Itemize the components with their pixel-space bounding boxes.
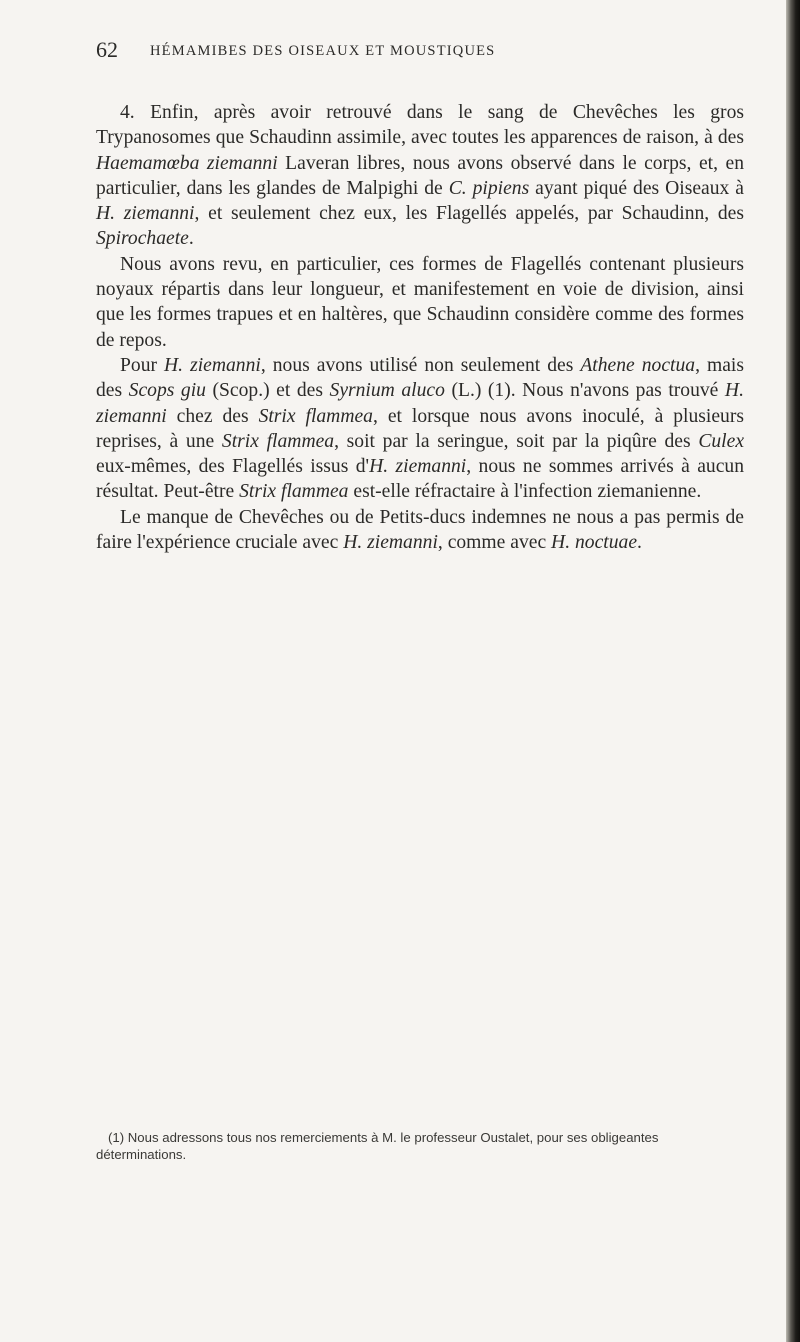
italic-term: Syrnium aluco <box>329 380 445 402</box>
italic-term: H. ziemanni <box>164 354 261 376</box>
italic-term: Spirochaete <box>96 228 189 250</box>
italic-term: Strix flammea <box>239 481 349 503</box>
paragraph: Pour H. ziemanni, nous avons utilisé non seulement des Athene noctua, mais des Scops giu (Scop.) et des Syrnium aluco (L.) (1). Nous n'avons pas trouvé H. ziemanni chez des Strix flammea, et lorsque nous avons inoculé, à plusieurs reprises, à une Strix flammea, soit par la seringue, soit par la piqûre des Culex eux-mêmes, des Flagellés issus d'H. ziemanni, nous ne sommes arrivés à aucun résultat. Peut-être Strix flammea est-elle réfractaire à l'infection ziemanienne. <box>96 354 745 503</box>
running-head <box>96 36 736 66</box>
italic-term: H. noctuae <box>551 532 638 554</box>
italic-term: Strix flammea <box>221 430 335 452</box>
italic-term: Scops giu <box>128 380 206 402</box>
page-number: 62 <box>96 37 118 62</box>
italic-term: Haemamœba ziemanni <box>96 152 278 174</box>
page-edge-shadow <box>786 0 800 1342</box>
body-text <box>96 100 744 555</box>
paragraph: Le manque de Chevêches ou de Petits-ducs indemnes ne nous a pas permis de faire l'expérience cruciale avec H. ziemanni, comme avec H. noctuae. <box>96 506 744 554</box>
italic-term: H. ziemanni <box>96 203 195 225</box>
paragraph: 4. Enfin, après avoir retrouvé dans le sang de Chevêches les gros Trypanosomes que Schaudinn assimile, avec toutes les apparences de raison, à des Haemamœba ziemanni Laveran libres, nous avons observé dans le corps, et, en particulier, dans les glandes de Malpighi de C. pipiens ayant piqué des Oiseaux à H. ziemanni, et seulement chez eux, les Flagellés appelés, par Schaudinn, des Spirochaete. <box>96 102 745 250</box>
italic-term: H. ziemanni <box>369 456 467 478</box>
italic-term: C. pipiens <box>448 177 530 199</box>
paragraph: Nous avons revu, en particulier, ces formes de Flagellés contenant plusieurs noyaux répartis dans leur longueur, et manifestement en voie de division, ainsi que les formes trapues et en haltères, que Schaudinn considère comme des formes de repos. <box>96 253 744 351</box>
italic-term: Strix flammea <box>258 405 373 427</box>
running-title: HÉMAMIBES DES OISEAUX ET MOUSTIQUES <box>150 43 496 59</box>
italic-term: H. ziemanni <box>96 380 744 427</box>
italic-term: H. ziemanni <box>343 532 438 554</box>
italic-term: Athene noctua <box>580 354 696 376</box>
footnote <box>96 1129 742 1163</box>
italic-term: Culex <box>698 430 745 452</box>
footnote-text: (1) Nous adressons tous nos remerciements à M. le professeur Oustalet, pour ses obligeantes déterminations. <box>96 1130 659 1162</box>
